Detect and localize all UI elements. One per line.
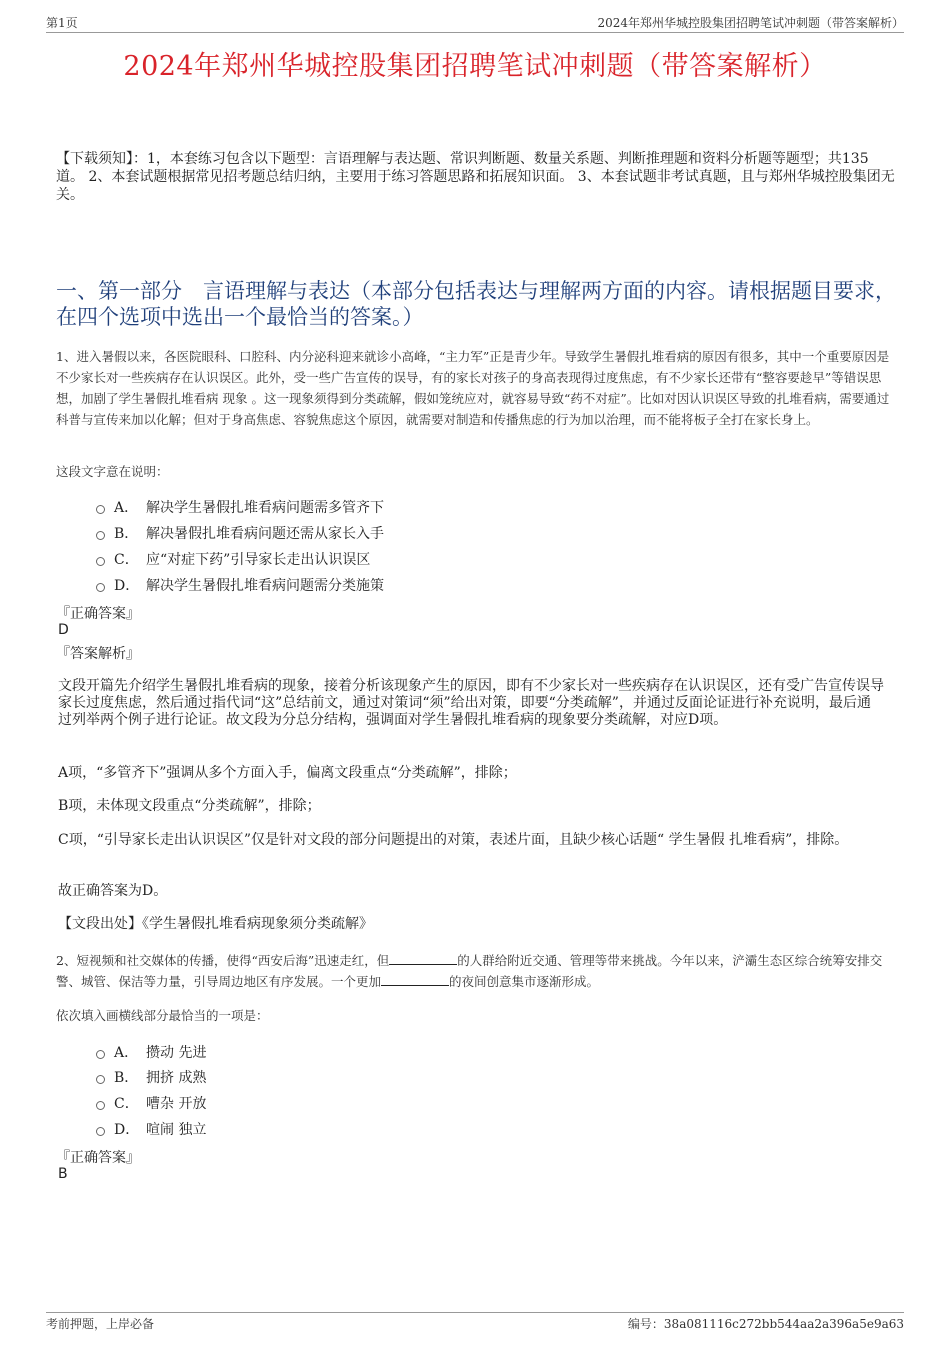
question-2-stem xyxy=(56,950,900,992)
answer-label: 『正确答案』 xyxy=(56,606,140,622)
radio-icon[interactable] xyxy=(96,1075,105,1084)
question-2-prompt: 依次填入画横线部分最恰当的一项是： xyxy=(56,1008,269,1023)
page-footer xyxy=(46,1312,904,1332)
footer-slogan: 考前押题，上岸必备 xyxy=(46,1317,155,1331)
question-1-option-a[interactable] xyxy=(96,497,384,517)
radio-icon[interactable] xyxy=(96,1127,105,1136)
analysis-label: 『答案解析』 xyxy=(56,646,140,662)
option-letter: B． xyxy=(114,1070,139,1086)
option-letter: A． xyxy=(114,500,139,516)
question-2-option-a[interactable] xyxy=(96,1042,206,1062)
stem-text: 的人群给附近交通、管理等带来挑战。今年以来，浐灞生态区综合统筹安排交警、城管、保洁等力量，引导周边地区有序发展。一个更加 xyxy=(56,953,883,989)
question-1-option-c[interactable] xyxy=(96,549,370,569)
question-1-option-b[interactable] xyxy=(96,523,384,543)
document-title: 2024年郑州华城控股集团招聘笔试冲刺题（带答案解析） xyxy=(123,51,827,82)
option-text: 嘈杂 开放 xyxy=(146,1096,207,1112)
option-text: 攒动 先进 xyxy=(146,1045,207,1061)
option-text: 解决学生暑假扎堆看病问题需分类施策 xyxy=(146,578,384,594)
download-notice: 【下载须知】：1，本套练习包含以下题型：言语理解与表达题、常识判断题、数量关系题、判断推理题和资料分析题等题型；共135道。 2、本套试题根据常见招考题总结归纳，主要用于练习答题思路和拓展知识面。 3、本套试题非考试真题，且与郑州华城控股集团无关。 xyxy=(56,151,895,203)
question-2-option-b[interactable] xyxy=(96,1067,206,1087)
correct-answer: B xyxy=(58,1166,68,1182)
option-text: 拥挤 成熟 xyxy=(146,1070,207,1086)
radio-icon[interactable] xyxy=(96,505,105,514)
section-title: 一、第一部分 言语理解与表达（本部分包括表达与理解两方面的内容。请根据题目要求，在四个选项中选出一个最恰当的答案。） xyxy=(56,279,896,329)
stem-text: 2、短视频和社交媒体的传播，使得“西安后海”迅速走红，但 xyxy=(56,953,390,968)
question-1-stem: 1、进入暑假以来，各医院眼科、口腔科、内分泌科迎来就诊小高峰，“主力军”正是青少年。导致学生暑假扎堆看病的原因有很多，其中一个重要原因是不少家长对一些疾病存在认识误区。此外，受一些广告宣传的误导，有的家长对孩子的身高表现得过度焦虑，有不少家长还带有“整容要趁早”等错误思想，加剧了学生暑假扎堆看病 现象 。这一现象须得到分类疏解，假如笼统应对，就容易导致“药不对症”。比如对因认识误区导致的扎堆看病，需要通过科普与宣传来加以化解；但对于身高焦虑、容貌焦虑这个原因，就需要对制造和传播焦虑的行为加以治理，而不能将板子全打在家长身上。 xyxy=(56,349,890,427)
option-text: 解决暑假扎堆看病问题还需从家长入手 xyxy=(146,526,384,542)
analysis-paragraph: 故正确答案为D。 xyxy=(58,883,168,899)
stem-text: 的夜间创意集市逐渐形成。 xyxy=(449,974,600,989)
radio-icon[interactable] xyxy=(96,1101,105,1110)
answer-label: 『正确答案』 xyxy=(56,1150,140,1166)
radio-icon[interactable] xyxy=(96,1050,105,1059)
radio-icon[interactable] xyxy=(96,531,105,540)
option-letter: B． xyxy=(114,526,139,542)
fill-blank xyxy=(389,952,457,965)
fill-blank xyxy=(381,973,449,986)
option-text: 解决学生暑假扎堆看病问题需多管齐下 xyxy=(146,500,384,516)
option-text: 喧闹 独立 xyxy=(146,1122,207,1138)
analysis-paragraph: C项，“引导家长走出认识误区”仅是针对文段的部分问题提出的对策，表述片面，且缺少核心话题“ 学生暑假 扎堆看病”，排除。 xyxy=(58,832,849,848)
analysis-paragraph: B项，未体现文段重点“分类疏解”，排除； xyxy=(58,798,321,814)
header-doc-title: 2024年郑州华城控股集团招聘笔试冲刺题（带答案解析） xyxy=(597,16,904,30)
option-letter: C． xyxy=(114,1096,139,1112)
question-1-prompt: 这段文字意在说明： xyxy=(56,464,169,479)
option-letter: C． xyxy=(114,552,139,568)
page-header xyxy=(46,14,904,33)
question-2-option-c[interactable] xyxy=(96,1093,206,1113)
analysis-paragraph: A项，“多管齐下”强调从多个方面入手，偏离文段重点“分类疏解”，排除； xyxy=(58,765,517,781)
radio-icon[interactable] xyxy=(96,583,105,592)
option-letter: D． xyxy=(114,578,140,594)
radio-icon[interactable] xyxy=(96,557,105,566)
question-2-option-d[interactable] xyxy=(96,1119,206,1139)
option-letter: D． xyxy=(114,1122,140,1138)
document-id: 编号：38a081116c272bb544aa2a396a5e9a63 xyxy=(627,1317,904,1331)
option-letter: A． xyxy=(114,1045,139,1061)
option-text: 应“对症下药”引导家长走出认识误区 xyxy=(146,552,371,568)
passage-source: 【文段出处】《学生暑假扎堆看病现象须分类疏解》 xyxy=(58,916,373,932)
page-number: 第1页 xyxy=(46,16,78,30)
correct-answer: D xyxy=(58,622,69,638)
analysis-paragraph: 文段开篇先介绍学生暑假扎堆看病的现象，接着分析该现象产生的原因，即有不少家长对一些疾病存在认识误区，还有受广告宣传误导家长过度焦虑，然后通过指代词“这”总结前文，通过对策词“须”给出对策，即要“分类疏解”，并通过反面论证进行补充说明，最后通过列举两个例子进行论证。故文段为分总分结构，强调面对学生暑假扎堆看病的现象要分类疏解，对应D项。 xyxy=(58,678,884,728)
question-1-option-d[interactable] xyxy=(96,575,384,595)
